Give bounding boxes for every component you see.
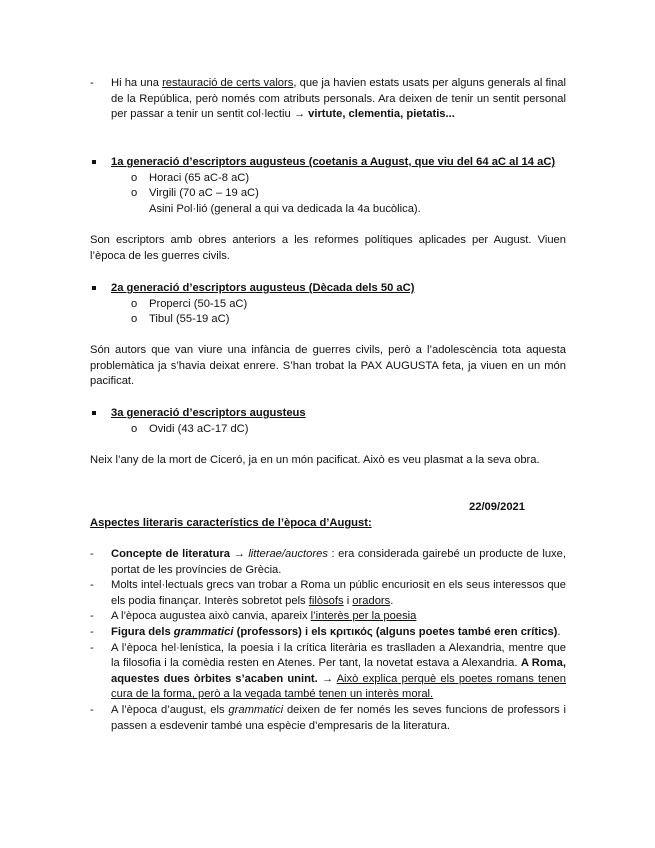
heading-text: 1a generació d’escriptors augusteus (coetanis a August, que viu del 64 aC al 14 aC) — [111, 156, 556, 168]
list-extra: Asini Pol·lió (general a qui va dedicada la 4a bucòlica). — [149, 202, 421, 215]
underlined-text: oradors — [352, 594, 391, 607]
dash-marker: - — [90, 548, 94, 560]
text: A l’època augustea això canvia, apareix — [111, 610, 311, 623]
text: deixen de fer només les seves funcions de professors i passen a esdevenir també una espècie d’empresaris de la literatura. — [111, 703, 567, 732]
text: . — [557, 625, 561, 638]
list-item — [90, 297, 566, 313]
section-heading — [90, 155, 566, 171]
underlined-text: l’interès per la poesia — [310, 610, 417, 623]
dash-marker: - — [90, 641, 94, 654]
list-item — [90, 578, 566, 609]
paragraph: Neix l’any de la mort de Ciceró, ja en un món pacificat. Això es veu plasmat a la seva obra. — [90, 454, 540, 466]
arrow-icon: → — [293, 108, 306, 121]
list-item-text: Horaci (65 aC-8 aC) — [149, 171, 250, 184]
text: i — [343, 594, 353, 607]
list-item — [90, 703, 566, 734]
list-item — [90, 641, 566, 703]
section-heading — [90, 406, 566, 422]
bold-text: Figura dels — [111, 625, 174, 638]
square-bullet-icon — [92, 411, 96, 415]
generation-2 — [90, 281, 566, 328]
list-item — [90, 625, 566, 641]
text: , que ja havien estats usats per alguns generals al final de la República, però només com atributs personals. Ara deixen de tenir un sentit personal per passar a tenir un sentit col·lectiu — [111, 77, 567, 121]
circle-marker: o — [131, 187, 138, 200]
dash-marker: - — [90, 579, 94, 592]
text: Hi ha una — [111, 77, 163, 89]
arrow-icon: → — [317, 672, 337, 685]
list-item-text: Properci (50-15 aC) — [149, 297, 248, 310]
circle-marker: o — [131, 171, 138, 184]
list-item — [90, 171, 566, 187]
circle-marker: o — [131, 297, 138, 310]
list-item-text: Tibul (55-19 aC) — [149, 313, 230, 326]
square-bullet-icon — [92, 286, 96, 290]
text: Molts intel·lectuals grecs van trobar a Roma un públic encuriosit en els seus interessos que els podia finançar. Interès sobretot pels — [111, 579, 566, 607]
arrow-icon: → — [233, 548, 245, 560]
section-title: Aspectes literaris característics de l’època d’August: — [90, 517, 372, 529]
section-heading — [90, 281, 566, 297]
bold-text: virtute, clementia, pietatis... — [305, 108, 455, 121]
text: A l’època d’august, els — [111, 703, 229, 716]
list-item-text: Virgili (70 aC – 19 aC) — [149, 187, 259, 200]
bold-text: Concepte de literatura — [111, 548, 234, 560]
generation-1 — [90, 155, 566, 217]
list-item — [90, 609, 566, 625]
circle-marker: o — [131, 313, 138, 326]
paragraph: Són autors que van viure una infància de guerres civils, però a l’adolescència tota aquesta problemàtica ja s’havia deixat enrere. S’han trobat la PAX AUGUSTA feta, ja viuen en un món pacificat. — [90, 344, 566, 388]
text: : era considerada gairebé un producte de luxe, portat de les províncies de Grècia. — [111, 548, 566, 576]
intro-block — [90, 76, 566, 123]
dash-marker: - — [90, 703, 94, 716]
generation-3 — [90, 406, 566, 437]
paragraph: Son escriptors amb obres anteriors a les reformes polítiques aplicades per August. Viuen l’època de les guerres civils. — [90, 234, 566, 262]
aspects-list — [90, 547, 566, 734]
heading-text: 3a generació d’escriptors augusteus — [111, 407, 306, 419]
underlined-text: Això explica perquè els poetes romans tenen cura de la forma, però a la vegada també tenen un interès moral. — [111, 672, 566, 701]
circle-marker: o — [131, 422, 138, 435]
square-bullet-icon — [92, 160, 96, 164]
dash-marker: - — [90, 625, 94, 638]
list-item — [90, 76, 566, 123]
underlined-text: filòsofs — [308, 594, 344, 607]
dash-marker: - — [90, 77, 94, 89]
dash-marker: - — [90, 610, 94, 623]
bold-text: A Roma, aquestes dues òrbites s’acaben unint. — [111, 657, 566, 685]
list-item-text: Ovidi (43 aC-17 dC) — [149, 422, 249, 435]
underlined-text: restauració de certs valors — [162, 77, 294, 89]
list-item — [90, 312, 566, 328]
list-item — [90, 422, 566, 438]
bold-italic-text: grammatici — [173, 625, 234, 638]
italic-text: grammatici — [228, 703, 284, 716]
text: A l’època hel·lenística, la poesia i la crítica literària es traslladen a Alexandria, mentre que la filosofia i la comèdia resten en Atenes. Per tant, la novetat estava a Alexandria. — [111, 641, 566, 670]
bold-text: (professors) i els κριτικός (alguns poetes també eren crítics) — [233, 625, 558, 638]
italic-text: litterae/auctores — [244, 548, 328, 560]
list-item — [90, 186, 566, 202]
list-item — [90, 547, 566, 578]
text: . — [390, 594, 394, 607]
heading-text: 2a generació d’escriptors augusteus (Dècada dels 50 aC) — [111, 282, 415, 294]
date: 22/09/2021 — [469, 501, 525, 513]
